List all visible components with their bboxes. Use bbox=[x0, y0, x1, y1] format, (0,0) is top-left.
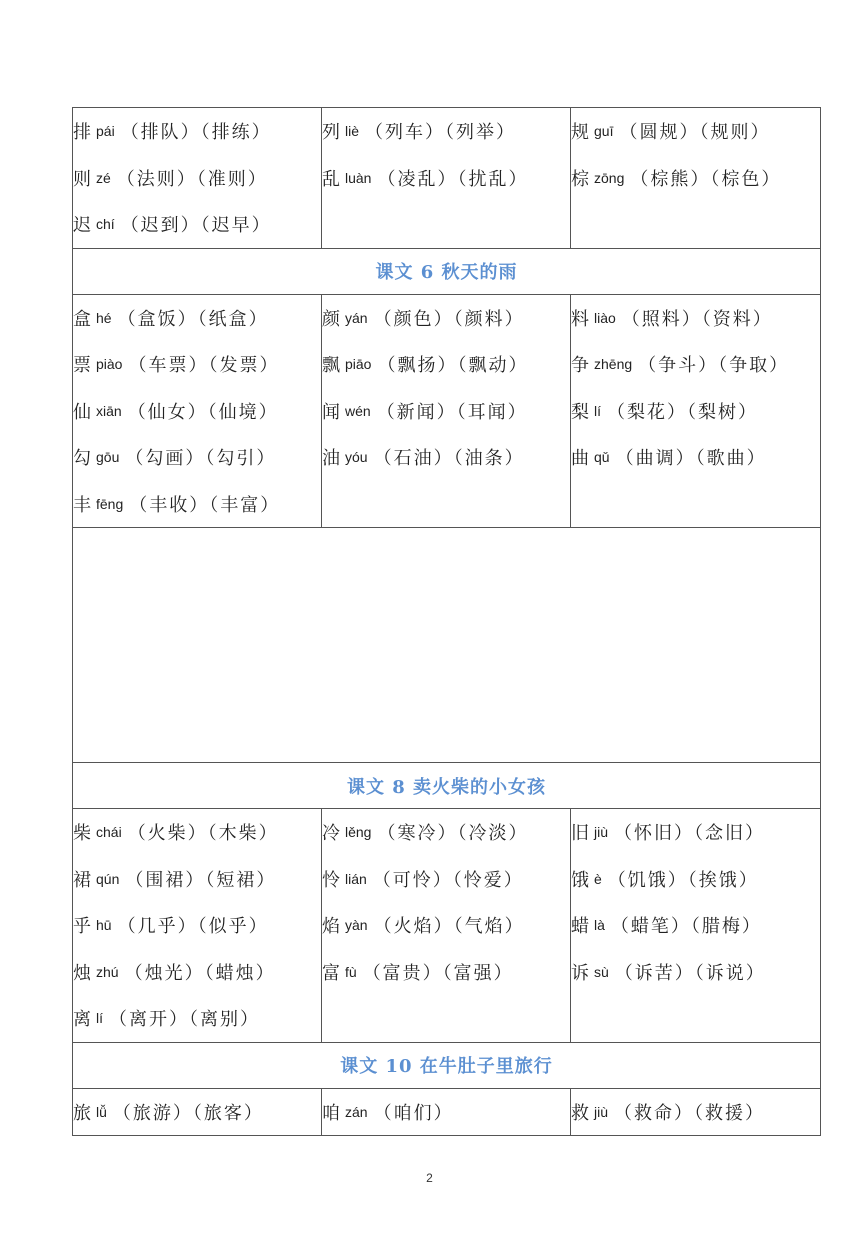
pinyin: hé bbox=[96, 309, 112, 326]
vocab-entry bbox=[73, 809, 321, 856]
word-pairs: （仙女）（仙境） bbox=[127, 401, 279, 423]
vocab-entry bbox=[73, 995, 321, 1042]
pinyin: fēng bbox=[96, 495, 124, 512]
word-pairs: （凌乱）（扰乱） bbox=[377, 168, 529, 190]
entry-cell bbox=[571, 108, 821, 249]
vocab-entry bbox=[322, 295, 570, 342]
pinyin: jiù bbox=[594, 1103, 609, 1120]
hanzi-character: 裙 bbox=[73, 869, 92, 891]
hanzi-character: 勾 bbox=[73, 448, 92, 470]
hanzi-character: 焰 bbox=[322, 916, 341, 938]
word-pairs: （富贵）（富强） bbox=[362, 962, 514, 984]
word-pairs: （照料）（资料） bbox=[621, 308, 773, 330]
vocab-entry bbox=[73, 1089, 321, 1136]
vocab-entry bbox=[322, 108, 570, 155]
word-pairs: （飘扬）（飘动） bbox=[377, 355, 529, 377]
hanzi-character: 富 bbox=[322, 962, 341, 984]
pinyin: jiù bbox=[594, 824, 609, 841]
vocab-entry bbox=[73, 902, 321, 949]
hanzi-character: 规 bbox=[571, 122, 590, 144]
word-pairs: （法则）（准则） bbox=[116, 168, 268, 190]
vocab-entry bbox=[73, 856, 321, 903]
pinyin: wén bbox=[345, 402, 371, 419]
lesson-10-header-row bbox=[73, 1042, 821, 1088]
word-pairs: （烛光）（蜡烛） bbox=[124, 962, 276, 984]
hanzi-character: 棕 bbox=[571, 168, 590, 190]
word-pairs: （围裙）（短裙） bbox=[125, 869, 277, 891]
pinyin: chái bbox=[96, 824, 122, 841]
vocab-entry bbox=[322, 341, 570, 388]
hanzi-character: 救 bbox=[571, 1102, 590, 1124]
vocab-entry bbox=[571, 949, 820, 996]
pinyin: lián bbox=[345, 870, 367, 887]
pinyin: pái bbox=[96, 123, 115, 140]
pinyin: lǚ bbox=[96, 1103, 107, 1120]
pinyin: zé bbox=[96, 169, 111, 186]
vocabulary-table bbox=[72, 107, 821, 1136]
vocab-entry bbox=[571, 434, 820, 481]
entry-cell bbox=[73, 108, 322, 249]
vocab-entry bbox=[73, 201, 321, 248]
pinyin: piāo bbox=[345, 356, 372, 373]
pinyin: liào bbox=[594, 309, 616, 326]
pinyin: luàn bbox=[345, 169, 372, 186]
lesson-6-title: 课文 6 秋天的雨 bbox=[73, 248, 821, 294]
hanzi-character: 飘 bbox=[322, 355, 341, 377]
pinyin: zōng bbox=[594, 169, 625, 186]
hanzi-character: 梨 bbox=[571, 401, 590, 423]
vocab-entry bbox=[571, 809, 820, 856]
hanzi-character: 颜 bbox=[322, 308, 341, 330]
entry-cell bbox=[73, 294, 322, 528]
hanzi-character: 旅 bbox=[73, 1102, 92, 1124]
lesson-6-header-row bbox=[73, 248, 821, 294]
word-pairs: （火焰）（气焰） bbox=[373, 916, 525, 938]
word-pairs: （火柴）（木柴） bbox=[127, 823, 279, 845]
hanzi-character: 闻 bbox=[322, 401, 341, 423]
hanzi-character: 旧 bbox=[571, 823, 590, 845]
entry-cell bbox=[322, 1088, 571, 1136]
blank-cell bbox=[73, 528, 821, 763]
vocab-entry bbox=[73, 434, 321, 481]
lesson-6-entries-row bbox=[73, 294, 821, 528]
entry-cell bbox=[322, 294, 571, 528]
entry-cell bbox=[571, 1088, 821, 1136]
blank-row bbox=[73, 528, 821, 763]
vocab-entry bbox=[73, 481, 321, 528]
word-pairs: （可怜）（怜爱） bbox=[372, 869, 524, 891]
word-pairs: （圆规）（规则） bbox=[619, 122, 771, 144]
vocab-entry bbox=[571, 108, 820, 155]
pinyin: là bbox=[594, 917, 605, 934]
pinyin: fù bbox=[345, 963, 357, 980]
lesson-8-title: 课文 8 卖火柴的小女孩 bbox=[73, 763, 821, 809]
vocab-entry bbox=[322, 809, 570, 856]
hanzi-character: 冷 bbox=[322, 823, 341, 845]
vocab-entry bbox=[571, 155, 820, 202]
hanzi-character: 诉 bbox=[571, 962, 590, 984]
entry-cell bbox=[73, 1088, 322, 1136]
vocab-entry bbox=[571, 902, 820, 949]
vocab-entry bbox=[322, 949, 570, 996]
page-number: 2 bbox=[426, 1171, 433, 1185]
hanzi-character: 柴 bbox=[73, 823, 92, 845]
vocab-entry bbox=[571, 341, 820, 388]
word-pairs: （颜色）（颜料） bbox=[373, 308, 525, 330]
pinyin: gōu bbox=[96, 449, 120, 466]
word-pairs: （新闻）（耳闻） bbox=[376, 401, 528, 423]
vocab-entry bbox=[322, 1089, 570, 1136]
pinyin: xiān bbox=[96, 402, 122, 419]
lesson-8-entries-row bbox=[73, 809, 821, 1043]
pinyin: hū bbox=[96, 917, 112, 934]
vocab-entry bbox=[571, 388, 820, 435]
word-pairs: （饥饿）（挨饿） bbox=[607, 869, 759, 891]
hanzi-character: 乱 bbox=[322, 168, 341, 190]
word-pairs: （争斗）（争取） bbox=[638, 355, 790, 377]
vocab-entry bbox=[73, 295, 321, 342]
pinyin: zán bbox=[345, 1103, 368, 1120]
pinyin: qǔ bbox=[594, 449, 610, 466]
vocab-entry bbox=[322, 902, 570, 949]
hanzi-character: 仙 bbox=[73, 401, 92, 423]
word-pairs: （梨花）（梨树） bbox=[607, 401, 758, 423]
hanzi-character: 票 bbox=[73, 355, 92, 377]
hanzi-character: 则 bbox=[73, 168, 92, 190]
pinyin: chí bbox=[96, 216, 115, 233]
word-pairs: （蜡笔）（腊梅） bbox=[610, 916, 762, 938]
hanzi-character: 离 bbox=[73, 1009, 92, 1031]
pinyin: lěng bbox=[345, 824, 372, 841]
pinyin: lí bbox=[96, 1010, 103, 1027]
entry-cell bbox=[571, 809, 821, 1043]
word-pairs: （列车）（列举） bbox=[365, 122, 517, 144]
pinyin: piào bbox=[96, 356, 123, 373]
word-pairs: （怀旧）（念旧） bbox=[614, 823, 766, 845]
word-pairs: （曲调）（歌曲） bbox=[615, 448, 767, 470]
lesson-10-entries-row bbox=[73, 1088, 821, 1136]
pinyin: sù bbox=[594, 963, 609, 980]
word-pairs: （离开）（离别） bbox=[109, 1009, 260, 1031]
hanzi-character: 料 bbox=[571, 308, 590, 330]
pinyin: lí bbox=[594, 402, 601, 419]
hanzi-character: 怜 bbox=[322, 869, 341, 891]
entry-cell bbox=[73, 809, 322, 1043]
hanzi-character: 烛 bbox=[73, 962, 92, 984]
hanzi-character: 争 bbox=[571, 355, 590, 377]
word-pairs: （棕熊）（棕色） bbox=[630, 168, 782, 190]
entry-cell bbox=[322, 108, 571, 249]
hanzi-character: 油 bbox=[322, 448, 341, 470]
word-pairs: （丰收）（丰富） bbox=[129, 494, 281, 516]
hanzi-character: 丰 bbox=[73, 494, 92, 516]
vocab-entry bbox=[322, 434, 570, 481]
hanzi-character: 蜡 bbox=[571, 916, 590, 938]
hanzi-character: 饿 bbox=[571, 869, 590, 891]
hanzi-character: 咱 bbox=[322, 1102, 341, 1124]
pinyin: zhú bbox=[96, 963, 119, 980]
vocab-entry bbox=[73, 341, 321, 388]
pinyin: qún bbox=[96, 870, 120, 887]
hanzi-character: 曲 bbox=[571, 448, 590, 470]
lesson-10-title: 课文 10 在牛肚子里旅行 bbox=[73, 1042, 821, 1088]
entry-cell bbox=[322, 809, 571, 1043]
vocab-entry bbox=[322, 155, 570, 202]
word-pairs: （咱们） bbox=[373, 1102, 454, 1124]
pinyin: yán bbox=[345, 309, 368, 326]
hanzi-character: 排 bbox=[73, 122, 92, 144]
word-pairs: （诉苦）（诉说） bbox=[614, 962, 766, 984]
vocab-entry bbox=[73, 949, 321, 996]
word-pairs: （救命）（救援） bbox=[614, 1102, 766, 1124]
vocab-entry bbox=[571, 295, 820, 342]
entry-cell bbox=[571, 294, 821, 528]
hanzi-character: 迟 bbox=[73, 215, 92, 237]
pinyin: zhēng bbox=[594, 356, 633, 373]
pinyin: yóu bbox=[345, 449, 368, 466]
pinyin: guī bbox=[594, 123, 614, 140]
hanzi-character: 盒 bbox=[73, 308, 92, 330]
vocab-entry bbox=[73, 388, 321, 435]
vocab-entry bbox=[73, 155, 321, 202]
word-pairs: （车票）（发票） bbox=[128, 355, 280, 377]
word-pairs: （勾画）（勾引） bbox=[125, 448, 277, 470]
word-pairs: （几乎）（似乎） bbox=[117, 916, 269, 938]
vocab-entry bbox=[571, 1089, 820, 1136]
word-pairs: （迟到）（迟早） bbox=[120, 215, 272, 237]
pinyin: liè bbox=[345, 123, 360, 140]
word-pairs: （盒饭）（纸盒） bbox=[117, 308, 269, 330]
word-pairs: （石油）（油条） bbox=[373, 448, 525, 470]
hanzi-character: 列 bbox=[322, 122, 341, 144]
vocab-entry bbox=[571, 856, 820, 903]
pinyin: yàn bbox=[345, 917, 368, 934]
pinyin: è bbox=[594, 870, 602, 887]
lesson-8-header-row bbox=[73, 763, 821, 809]
word-pairs: （旅游）（旅客） bbox=[112, 1102, 264, 1124]
vocab-entry bbox=[73, 108, 321, 155]
top-entries-row bbox=[73, 108, 821, 249]
vocab-entry bbox=[322, 856, 570, 903]
word-pairs: （排队）（排练） bbox=[120, 122, 272, 144]
word-pairs: （寒冷）（冷淡） bbox=[377, 823, 529, 845]
vocab-entry bbox=[322, 388, 570, 435]
hanzi-character: 乎 bbox=[73, 916, 92, 938]
